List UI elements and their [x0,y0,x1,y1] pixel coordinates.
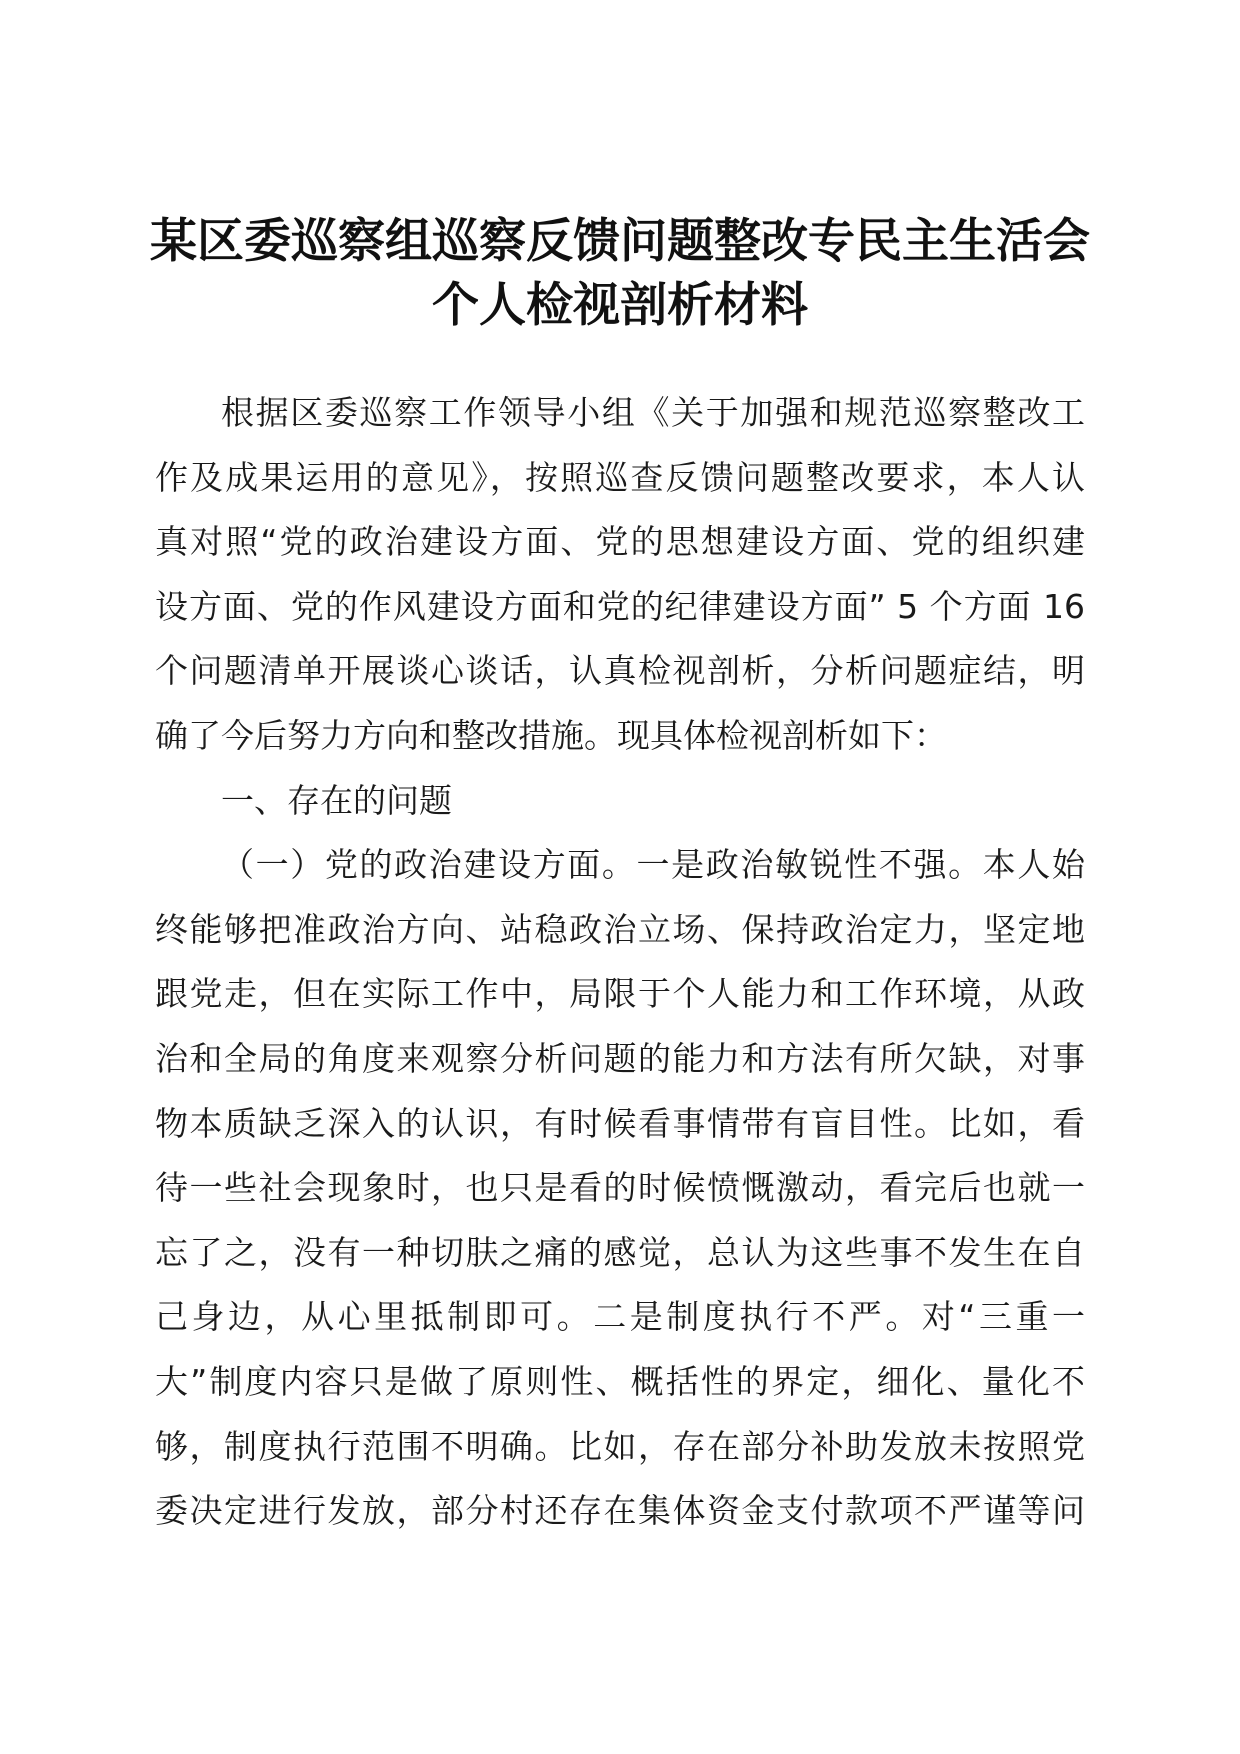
paragraph-line: 设方面、党的作风建设方面和党的纪律建设方面” 5 个方面 16 [155,586,1085,626]
paragraph-line: 个问题清单开展谈心谈话，认真检视剖析，分析问题症结，明 [155,651,1085,691]
paragraph-line: 己身边，从心里抵制即可。二是制度执行不严。对“三重一 [155,1297,1085,1337]
paragraph-line: 跟党走，但在实际工作中，局限于个人能力和工作环境，从政 [155,974,1085,1014]
title-line-1: 某区委巡察组巡察反馈问题整改专民主生活会 [150,214,1090,269]
paragraph-line: 忘了之，没有一种切肤之痛的感觉，总认为这些事不发生在自 [155,1232,1085,1272]
document-title [150,210,1090,338]
paragraph-line: 委决定进行发放，部分村还存在集体资金支付款项不严谨等问 [155,1491,1085,1531]
paragraph-line: 物本质缺乏深入的认识，有时候看事情带有盲目性。比如，看 [155,1103,1085,1143]
paragraph-line: 确了今后努力方向和整改措施。现具体检视剖析如下： [155,715,947,755]
paragraph-line: 够，制度执行范围不明确。比如，存在部分补助发放未按照党 [155,1426,1085,1466]
paragraph-line: 作及成果运用的意见》，按照巡查反馈问题整改要求，本人认 [155,457,1085,497]
document-body [155,381,1085,1544]
paragraph-line: 大”制度内容只是做了原则性、概括性的界定，细化、量化不 [155,1361,1085,1401]
paragraph-line: 治和全局的角度来观察分析问题的能力和方法有所欠缺，对事 [155,1038,1085,1078]
title-line-2: 个人检视剖析材料 [432,278,808,333]
paragraph-line: 终能够把准政治方向、站稳政治立场、保持政治定力，坚定地 [155,909,1085,949]
paragraph-line: 根据区委巡察工作领导小组《关于加强和规范巡察整改工 [221,393,1085,432]
paragraph-line: 真对照“党的政治建设方面、党的思想建设方面、党的组织建 [155,522,1085,562]
paragraph-line: （一）党的政治建设方面。一是政治敏锐性不强。本人始 [221,845,1085,885]
section-heading: 一、存在的问题 [221,780,452,820]
paragraph-line: 待一些社会现象时，也只是看的时候愤慨激动，看完后也就一 [155,1168,1085,1208]
